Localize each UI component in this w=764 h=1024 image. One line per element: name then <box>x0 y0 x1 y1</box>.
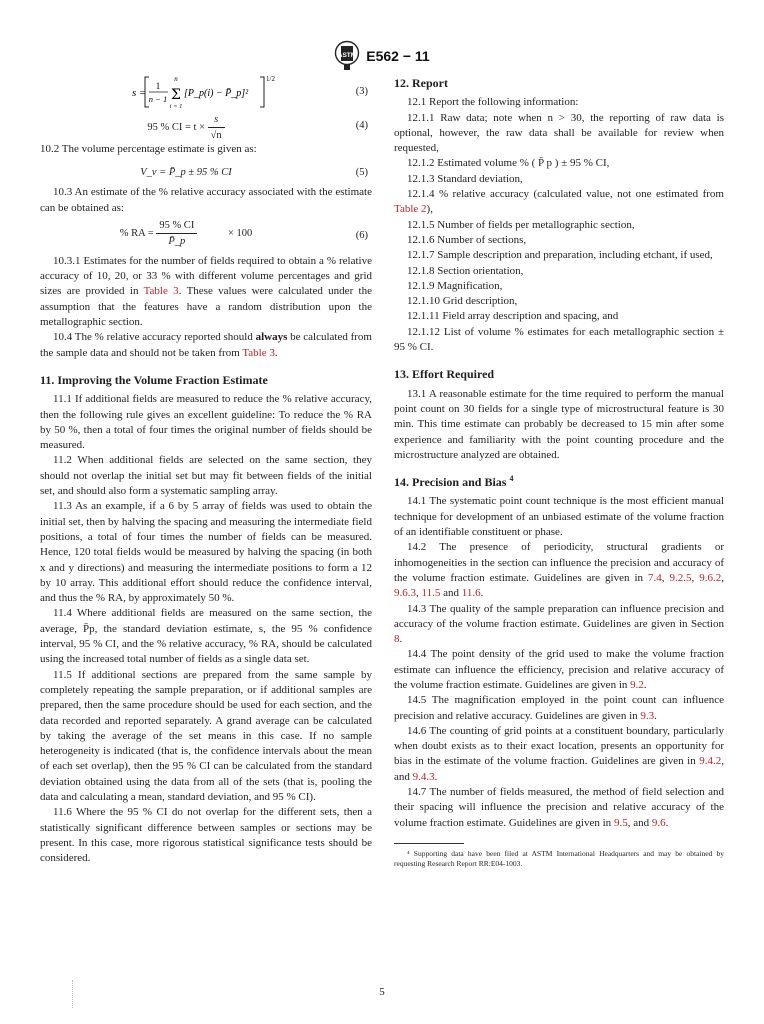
equation-5 <box>40 163 372 185</box>
svg-text:Σ: Σ <box>171 87 181 103</box>
equation-number-4: (4) <box>355 120 368 131</box>
paragraph-14-1: 14.1 The systematic point count technique is the most efficient manual technique for development of an unbiased estimate of the volume fraction of an identifiable constituent or phase. <box>394 495 724 539</box>
link-9-4-3[interactable]: 9.4.3 <box>412 770 435 783</box>
paragraph-13-1: 13.1 A reasonable estimate for the time required to perform the manual point count on 30 fields for a single type of microstructural feature is 30 min. This time estimate can probably be decreased to 15 min after some experience and familiarity with the point counting procedure and the microstructure analyzed are obtained. <box>394 387 724 461</box>
equation-6 <box>40 216 372 254</box>
eq4-fraction <box>208 112 225 144</box>
section-heading-14: 14. Precision and Bias $^4$ <box>394 474 514 490</box>
eq6-lhs: % RA = <box>119 228 154 240</box>
eq3-sum-term: [P_p(i) − P̄_p]² <box>184 88 249 99</box>
paragraph-14-4: 14.4 The point density of the grid used to make the volume fraction estimate can influence the efficiency, precision and relative accuracy of the volume fraction estimate. Guidelines are given in 9.2. <box>394 648 724 691</box>
paragraph-12-1-10: 12.1.10 Grid description, <box>407 295 518 308</box>
paragraph-14-6: 14.6 The counting of grid points at a constituent boundary, particularly when doubt exists as to their exact location, presents an opportunity for bias in the estimate of the volume fraction. Guidelines are given in 9.4.2, and 9.4.3. <box>394 724 724 783</box>
eq3-sum-bot: i = 1 <box>169 103 183 110</box>
section-heading-11: 11. Improving the Volume Fraction Estimate <box>40 372 268 387</box>
eq6-rhs: × 100 <box>227 228 253 240</box>
link-7-4[interactable]: 7.4 <box>648 571 662 584</box>
link-9-6-2[interactable]: 9.6.2 <box>699 571 722 584</box>
eq4-frac-top: s <box>208 112 225 128</box>
eq3-lhs: s = <box>132 87 147 99</box>
paragraph-11-6: 11.6 Where the 95 % CI do not overlap for the different sets, then a statistically significant difference between samples or sections may be present. In this case, more rigorous statistical significance tests should be considered. <box>40 806 372 865</box>
eq4-frac-bot: √n <box>210 130 222 142</box>
paragraph-11-5: 11.5 If additional sections are prepared from the same sample by completely repeating the sample preparation, or if additional samples are prepared, then the same procedure should be used for each section, and the data recorded and reported separately. A grand average can be calculated by taking the average of the set means in this case. If no sample heterogeneity is indicated (that is, the confidence intervals about the mean of each set overlap), then the 95 % CI can be calculated from the standard deviation obtained using the data from all of the sets (that is, pooling the data and calculating a mean, standard deviation, and 95 % CI). <box>40 668 372 803</box>
eq4-lhs: 95 % CI = t × <box>147 122 205 134</box>
eq3-exponent: 1/2 <box>266 75 275 83</box>
paragraph-10-3: 10.3 An estimate of the % relative accuracy associated with the estimate can be obtained as: <box>40 186 372 214</box>
link-11-6[interactable]: 11.6 <box>461 587 481 600</box>
paragraph-12-1-9: 12.1.9 Magnification, <box>407 279 503 292</box>
paragraph-12-1-1: 12.1.1 Raw data; note when n > 30, the reporting of raw data is optional, however, the raw data shall be available for review when requested, <box>394 111 724 155</box>
eq6-frac-bot: P̄_p <box>168 236 186 248</box>
section-heading-13: 13. Effort Required <box>394 367 495 382</box>
link-9-2[interactable]: 9.2 <box>630 678 644 691</box>
paragraph-12-1-11: 12.1.11 Field array description and spacing, and <box>407 310 619 323</box>
paragraph-14-5: 14.5 The magnification employed in the point count can influence precision and relative accuracy. Guidelines are given in 9.3. <box>394 694 724 722</box>
paragraph-10-4: 10.4 The % relative accuracy reported should always be calculated from the sample data and should not be taken from Table 3. <box>40 331 372 359</box>
eq6-frac-top: 95 % CI <box>156 218 197 234</box>
link-9-4-2[interactable]: 9.4.2 <box>699 755 722 768</box>
page-header <box>0 36 764 76</box>
link-9-2-5[interactable]: 9.2.5 <box>669 571 692 584</box>
paragraph-11-4: 11.4 Where additional fields are measured on the same section, the average, P̄p, the standard deviation estimate, s, the 95 % confidence interval, 95 % CI, and the % relative accuracy, % RA, should be calculated using the increased total number of fields as a single data set. <box>40 607 372 666</box>
paragraph-14-2: 14.2 The presence of periodicity, structural gradients or inhomogeneities in the section can influence the precision and accuracy of the volume fraction estimate. Guidelines are given in 7.4, 9.2.5, 9.6.2, 9.6.3, 11.5 and 11.6. <box>394 541 725 600</box>
paragraph-11-3: 11.3 As an example, if a 6 by 5 array of fields was used to obtain the initial set, then by halving the spacing and measuring the intermediate field positions, a total of four times the number of fields can be measured. Hence, 120 total fields would be measured by halving the spacing (in both x and y directions) and measuring the intermediate positions to form a 12 by 10 array. This additional effort should reduce the confidence interval, and thus the % RA, by approximately 50 %. <box>40 500 372 605</box>
eq3-frac-top: 1 <box>155 81 161 91</box>
paragraph-12-1-8: 12.1.8 Section orientation, <box>407 264 524 277</box>
right-column <box>394 72 724 869</box>
paragraph-12-1-5: 12.1.5 Number of fields per metallographic section, <box>407 218 635 231</box>
document-designation: E562 − 11 <box>366 48 430 64</box>
svg-text:ASTM: ASTM <box>338 52 357 59</box>
eq5-body: V_v = P̄_p ± 95 % CI <box>140 167 232 179</box>
equation-4 <box>40 112 372 140</box>
paragraph-11-1: 11.1 If additional fields are measured to reduce the % relative accuracy, then the following rule gives an excellent guideline: To reduce the % RA by 50 %, then a total of four times the original number of fields should be measured. <box>40 393 372 452</box>
paragraph-12-1-6: 12.1.6 Number of sections, <box>407 233 527 246</box>
footnote-ref-4[interactable]: 4 <box>509 474 514 484</box>
eq3-sum-top: n <box>174 75 178 83</box>
paragraph-12-1-4: 12.1.4 % relative accuracy (calculated value, not one estimated from Table 2), <box>394 188 724 216</box>
astm-logo-icon <box>334 40 360 72</box>
paragraph-14-7: 14.7 The number of fields measured, the method of field selection and their spacing will influence the precision and relative accuracy of the volume fraction estimate. Guidelines are given in 9.5, and 9.6. <box>394 786 724 829</box>
link-9-3[interactable]: 9.3 <box>640 709 655 722</box>
equation-3-formula <box>132 72 312 112</box>
link-9-6[interactable]: 9.6 <box>651 816 666 829</box>
equation-3 <box>40 72 372 112</box>
paragraph-12-1-12: 12.1.12 List of volume % estimates for each metallographic section ± 95 % CI. <box>394 325 724 354</box>
page-number: 5 <box>379 986 385 998</box>
paragraph-14-3: 14.3 The quality of the sample preparation can influence precision and accuracy of the volume fraction estimate. Guidelines are given in Section 8. <box>394 602 724 646</box>
paragraph-12-1-7: 12.1.7 Sample description and preparation, including etchant, if used, <box>407 249 713 262</box>
section-heading-12: 12. Report <box>394 76 448 90</box>
link-table-3-b[interactable]: Table 3 <box>242 346 275 359</box>
paragraph-12-1-3: 12.1.3 Standard deviation, <box>407 172 523 185</box>
paragraph-11-2: 11.2 When additional fields are selected on the same section, they should not overlap the initial set but may fit between fields of the initial set, and should also form a systematic sampling array. <box>40 454 372 498</box>
link-11-5[interactable]: 11.5 <box>421 587 441 600</box>
link-table-3[interactable]: Table 3 <box>143 285 179 298</box>
paragraph-12-1: 12.1 Report the following information: <box>407 96 579 109</box>
eq3-frac-bot: n − 1 <box>148 94 168 104</box>
left-column <box>40 72 372 866</box>
link-table-2[interactable]: Table 2 <box>394 203 427 216</box>
eq6-fraction <box>156 218 197 250</box>
paragraph-10-2: 10.2 The volume percentage estimate is given as: <box>40 143 257 155</box>
paragraph-10-3-1: 10.3.1 Estimates for the number of fields required to obtain a % relative accuracy of 10, 20, or 33 % with different volume percentages and grid sizes are provided in Table 3. These values were calculated under the assumption that the features have a random distribution upon the metallographic section. <box>40 254 372 329</box>
link-section-8[interactable]: 8 <box>394 633 400 646</box>
equation-number-6: (6) <box>355 229 368 241</box>
equation-number-3: (3) <box>355 86 368 97</box>
footnote-divider <box>394 843 464 844</box>
footnote-4: ⁴ Supporting data have been filed at ASTM International Headquarters and may be obtained by requesting Research Report RR:E04-1003. <box>394 848 724 868</box>
link-9-5[interactable]: 9.5 <box>613 816 628 829</box>
paragraph-12-1-2: 12.1.2 Estimated volume % ( P̄ p ) ± 95 % CI, <box>407 157 610 170</box>
equation-number-5: (5) <box>355 167 368 179</box>
link-9-6-3[interactable]: 9.6.3 <box>394 587 416 600</box>
